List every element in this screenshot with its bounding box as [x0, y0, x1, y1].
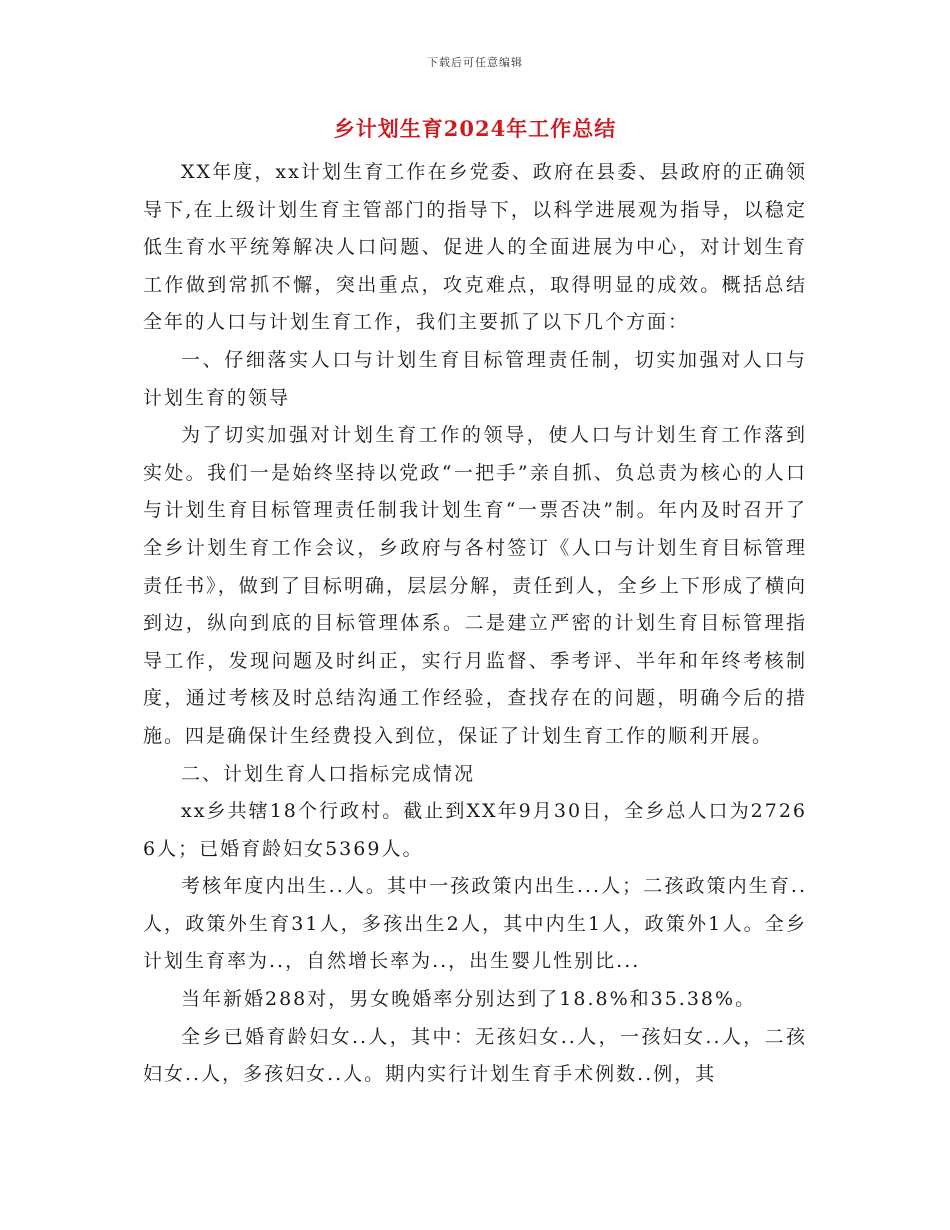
- paragraph-women: 全乡已婚育龄妇女..人，其中：无孩妇女..人，一孩妇女..人，二孩妇女..人，多孩妇女..人。期内实行计划生育手术例数..例，其: [143, 1025, 807, 1086]
- paragraph-births: 考核年度内出生..人。其中一孩政策内出生...人；二孩政策内生育..人，政策外生育31人，多孩出生2人，其中内生1人，政策外1人。全乡计划生育率为..，自然增长率为..，出生婴儿性别比...: [143, 875, 807, 973]
- header-note: 下载后可任意编辑: [427, 56, 523, 69]
- paragraph-leadership: 为了切实加强对计划生育工作的领导，使人口与计划生育工作落到实处。我们一是始终坚持以党政“一把手”亲自抓、负总责为核心的人口与计划生育目标管理责任制我计划生育“一票否决”制。年内及时召开了全乡计划生育工作会议，乡政府与各村签订《人口与计划生育目标管理责任书》，做到了目标明确，层层分解，责任到人，全乡上下形成了横向到边，纵向到底的目标管理体系。二是建立严密的计划生育目标管理指导工作，发现问题及时纠正，实行月监督、季考评、半年和年终考核制度，通过考核及时总结沟通工作经验，查找存在的问题，明确今后的措施。四是确保计生经费投入到位，保证了计划生育工作的顺利开展。: [143, 424, 807, 747]
- document-body: [143, 154, 807, 1094]
- paragraph-heading-2: 二、计划生育人口指标完成情况: [181, 762, 476, 785]
- paragraph-heading-1: 一、仔细落实人口与计划生育目标管理责任制，切实加强对人口与计划生育的领导: [143, 348, 807, 409]
- paragraph-population: xx乡共辖18个行政村。截止到XX年9月30日，全乡总人口为27266人；已婚育龄妇女5369人。: [143, 800, 807, 860]
- paragraph-intro: XX年度，xx计划生育工作在乡党委、政府在县委、县政府的正确领导下,在上级计划生育主管部门的指导下，以科学进展观为指导，以稳定低生育水平统筹解决人口问题、促进人的全面进展为中心，对计划生育工作做到常抓不懈，突出重点，攻克难点，取得明显的成效。概括总结全年的人口与计划生育工作，我们主要抓了以下几个方面：: [143, 161, 807, 334]
- document-title: 乡计划生育2024年工作总结: [333, 116, 617, 141]
- paragraph-marriages: 当年新婚288对，男女晚婚率分别达到了18.8%和35.38%。: [181, 988, 757, 1011]
